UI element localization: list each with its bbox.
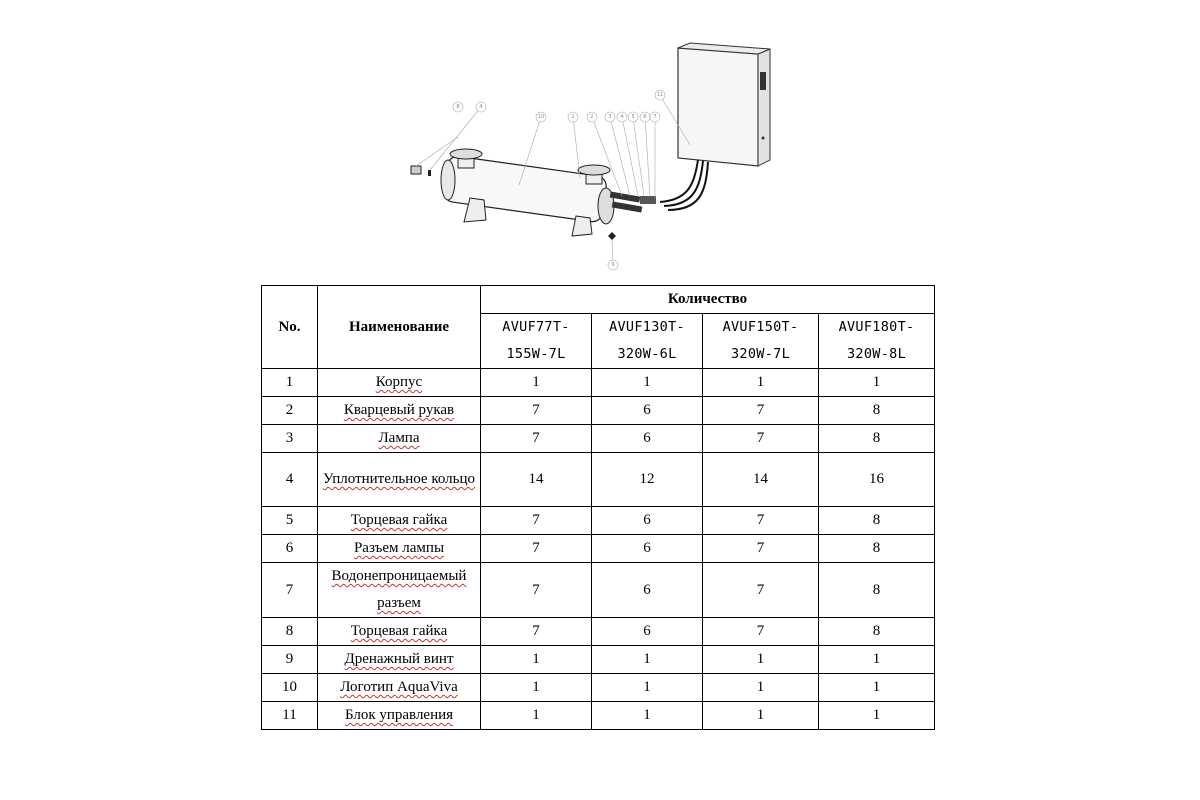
part-name — [318, 369, 481, 397]
quantity-cell: 7 — [481, 563, 592, 618]
quantity-cell: 6 — [592, 507, 703, 535]
part-name — [318, 397, 481, 425]
part-name-text: Уплотнительное кольцо — [322, 471, 476, 487]
table-row — [262, 674, 935, 702]
quantity-cell: 1 — [819, 702, 935, 730]
quantity-cell: 1 — [819, 674, 935, 702]
part-name-text: Водонепроницаемый разъем — [331, 568, 467, 611]
table-row — [262, 397, 935, 425]
quantity-cell: 1 — [819, 646, 935, 674]
row-number: 3 — [262, 425, 318, 453]
table-row — [262, 563, 935, 618]
quantity-cell: 14 — [703, 453, 819, 507]
quantity-cell: 1 — [592, 369, 703, 397]
part-name — [318, 453, 481, 507]
part-name-text: Лампа — [378, 430, 420, 446]
table-row — [262, 618, 935, 646]
control-box-drawing — [678, 43, 770, 166]
quantity-cell: 1 — [592, 702, 703, 730]
row-number: 8 — [262, 618, 318, 646]
quantity-cell: 8 — [819, 397, 935, 425]
quantity-cell: 1 — [703, 702, 819, 730]
quantity-cell: 7 — [481, 618, 592, 646]
col-header-quantity: Количество — [481, 286, 935, 314]
quantity-cell: 7 — [481, 535, 592, 563]
table-row — [262, 453, 935, 507]
quantity-cell: 1 — [481, 674, 592, 702]
part-name — [318, 425, 481, 453]
table-header-row — [262, 286, 935, 314]
row-number: 10 — [262, 674, 318, 702]
model-header: AVUF180T-320W-8L — [819, 314, 935, 369]
callout-label: 3 — [608, 114, 612, 120]
quantity-cell: 12 — [592, 453, 703, 507]
quantity-cell: 14 — [481, 453, 592, 507]
part-name-text: Торцевая гайка — [350, 512, 448, 528]
quantity-cell: 1 — [592, 646, 703, 674]
table-row — [262, 507, 935, 535]
callout-label: 2 — [590, 114, 594, 120]
callout-label: 11 — [656, 92, 664, 98]
quantity-cell: 7 — [703, 535, 819, 563]
quantity-cell: 8 — [819, 425, 935, 453]
quantity-cell: 1 — [819, 369, 935, 397]
callout-label: 4 — [479, 104, 483, 110]
quantity-cell: 8 — [819, 535, 935, 563]
quantity-cell: 7 — [703, 397, 819, 425]
row-number: 6 — [262, 535, 318, 563]
chamber-drawing — [441, 149, 656, 236]
col-header-no: No. — [262, 286, 318, 369]
quantity-cell: 7 — [703, 618, 819, 646]
exploded-diagram — [0, 0, 1200, 280]
callout-label: 4 — [620, 114, 624, 120]
quantity-cell: 16 — [819, 453, 935, 507]
part-name — [318, 646, 481, 674]
part-name — [318, 674, 481, 702]
part-name-text: Торцевая гайка — [350, 623, 448, 639]
table-body — [262, 369, 935, 730]
part-name — [318, 535, 481, 563]
row-number: 2 — [262, 397, 318, 425]
model-header: AVUF150T-320W-7L — [703, 314, 819, 369]
row-number: 1 — [262, 369, 318, 397]
callout-label: 6 — [643, 114, 647, 120]
part-name — [318, 702, 481, 730]
quantity-cell: 1 — [592, 674, 703, 702]
quantity-cell: 8 — [819, 618, 935, 646]
model-header: AVUF77T-155W-7L — [481, 314, 592, 369]
quantity-cell: 6 — [592, 397, 703, 425]
quantity-cell: 6 — [592, 618, 703, 646]
table-row — [262, 535, 935, 563]
quantity-cell: 7 — [481, 397, 592, 425]
model-header: AVUF130T-320W-6L — [592, 314, 703, 369]
part-name — [318, 507, 481, 535]
quantity-cell: 1 — [703, 369, 819, 397]
part-name-text: Разъем лампы — [353, 540, 445, 556]
quantity-cell: 1 — [703, 646, 819, 674]
part-name — [318, 618, 481, 646]
quantity-cell: 1 — [703, 674, 819, 702]
table-row — [262, 369, 935, 397]
quantity-cell: 1 — [481, 646, 592, 674]
part-name-text: Кварцевый рукав — [343, 402, 455, 418]
row-number: 7 — [262, 563, 318, 618]
callout-label: 7 — [653, 114, 657, 120]
callout-label: 1 — [571, 114, 575, 120]
part-name — [318, 563, 481, 618]
callout-label: 10 — [537, 114, 545, 120]
part-name-text: Дренажный винт — [344, 651, 454, 667]
table-row — [262, 646, 935, 674]
row-number: 11 — [262, 702, 318, 730]
part-name-text: Блок управления — [344, 707, 454, 723]
quantity-cell: 8 — [819, 563, 935, 618]
row-number: 4 — [262, 453, 318, 507]
callout-label: 5 — [631, 114, 635, 120]
quantity-cell: 1 — [481, 369, 592, 397]
callout-label: 9 — [611, 262, 615, 268]
quantity-cell: 7 — [703, 563, 819, 618]
row-number: 9 — [262, 646, 318, 674]
quantity-cell: 7 — [481, 425, 592, 453]
cables-drawing — [660, 160, 708, 210]
quantity-cell: 8 — [819, 507, 935, 535]
callout-label: 8 — [456, 104, 460, 110]
col-header-name: Наименование — [318, 286, 481, 369]
part-name-text: Корпус — [375, 374, 423, 390]
table-row — [262, 425, 935, 453]
quantity-cell: 1 — [481, 702, 592, 730]
table-row — [262, 702, 935, 730]
quantity-cell: 7 — [703, 507, 819, 535]
quantity-cell: 6 — [592, 563, 703, 618]
row-number: 5 — [262, 507, 318, 535]
quantity-cell: 7 — [703, 425, 819, 453]
quantity-cell: 7 — [481, 507, 592, 535]
part-name-text: Логотип AquaViva — [340, 679, 458, 695]
parts-table — [261, 285, 935, 730]
quantity-cell: 6 — [592, 425, 703, 453]
quantity-cell: 6 — [592, 535, 703, 563]
